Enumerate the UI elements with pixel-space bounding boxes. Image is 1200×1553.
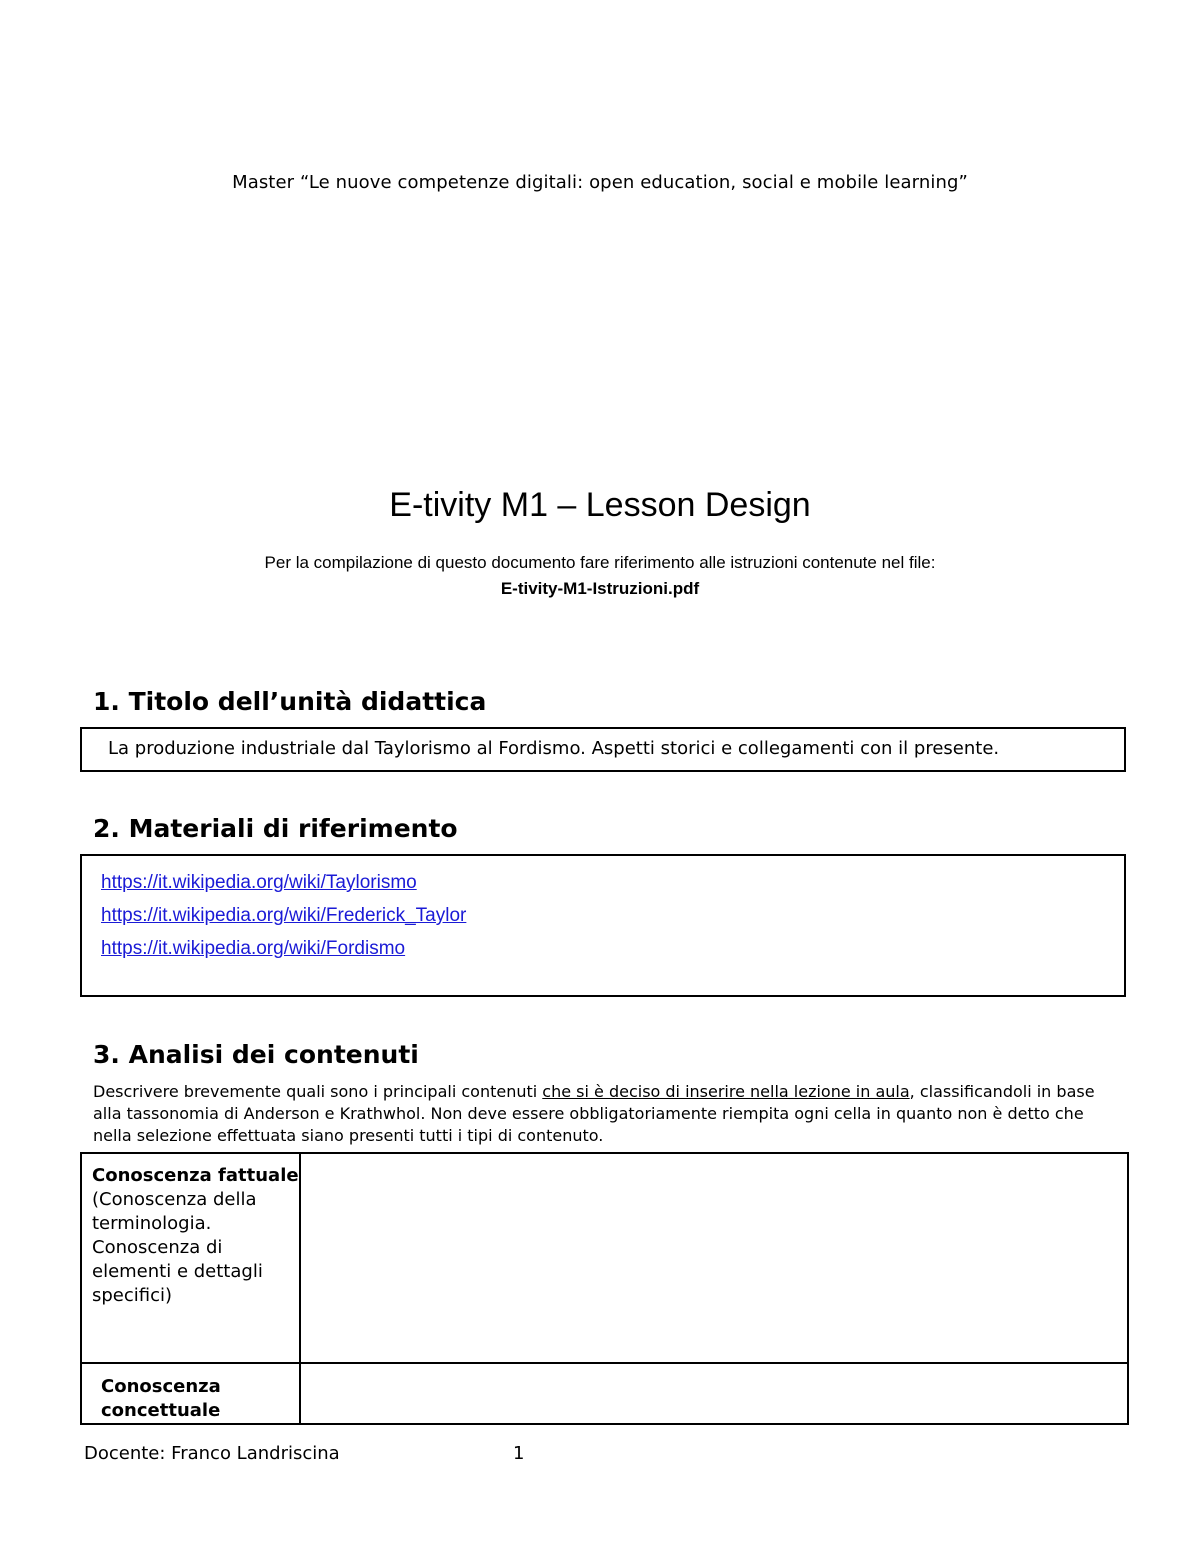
section-1-heading: 1. Titolo dell’unità didattica bbox=[93, 687, 487, 716]
lesson-title-box bbox=[80, 727, 1126, 772]
link-taylorismo[interactable]: https://it.wikipedia.org/wiki/Taylorismo bbox=[101, 872, 417, 893]
row-content-cell[interactable] bbox=[300, 1153, 1128, 1363]
table-row bbox=[81, 1363, 1128, 1424]
reference-materials-box bbox=[80, 854, 1126, 997]
content-analysis-table bbox=[80, 1152, 1129, 1425]
row-label: Conoscenza concettuale bbox=[101, 1376, 221, 1421]
instructions bbox=[0, 550, 1200, 602]
section-2-heading: 2. Materiali di riferimento bbox=[93, 814, 458, 843]
instructions-text: Per la compilazione di questo documento fare riferimento alle istruzioni contenute nel file: bbox=[264, 553, 936, 572]
page-number: 1 bbox=[513, 1443, 525, 1464]
link-frederick-taylor[interactable]: https://it.wikipedia.org/wiki/Frederick_Taylor bbox=[101, 905, 467, 926]
instructions-file-name: E-tivity-M1-Istruzioni.pdf bbox=[500, 579, 700, 598]
master-title: Master “Le nuove competenze digitali: open education, social e mobile learning” bbox=[232, 172, 968, 193]
section-3-description bbox=[93, 1081, 1118, 1147]
footer-docente: Docente: Franco Landriscina bbox=[84, 1443, 340, 1464]
row-label: Conoscenza fattuale bbox=[92, 1165, 299, 1186]
lesson-title-value: La produzione industriale dal Taylorismo al Fordismo. Aspetti storici e collegamenti con il presente. bbox=[108, 738, 1000, 759]
row-note: (Conoscenza della terminologia. Conoscenza di elementi e dettagli specifici) bbox=[92, 1189, 263, 1306]
page-title: E-tivity M1 – Lesson Design bbox=[389, 486, 811, 524]
description-underlined-text: che si è deciso di inserire nella lezione in aula bbox=[542, 1082, 910, 1101]
table-row bbox=[81, 1153, 1128, 1363]
section-3-heading: 3. Analisi dei contenuti bbox=[93, 1040, 419, 1069]
link-fordismo[interactable]: https://it.wikipedia.org/wiki/Fordismo bbox=[101, 938, 406, 959]
row-content-cell[interactable] bbox=[300, 1363, 1128, 1424]
description-text-start: Descrivere brevemente quali sono i principali contenuti bbox=[93, 1082, 543, 1101]
description-text-end: , classificandoli in base alla tassonomia di Anderson e Krathwhol. Non deve essere obbligatoriamente riempita ogni cella in quanto non è detto che nella selezione effettuata siano presenti tutti i tipi di contenuto. bbox=[93, 1082, 1095, 1145]
row-label-cell bbox=[81, 1153, 300, 1363]
row-label-cell bbox=[81, 1363, 300, 1424]
